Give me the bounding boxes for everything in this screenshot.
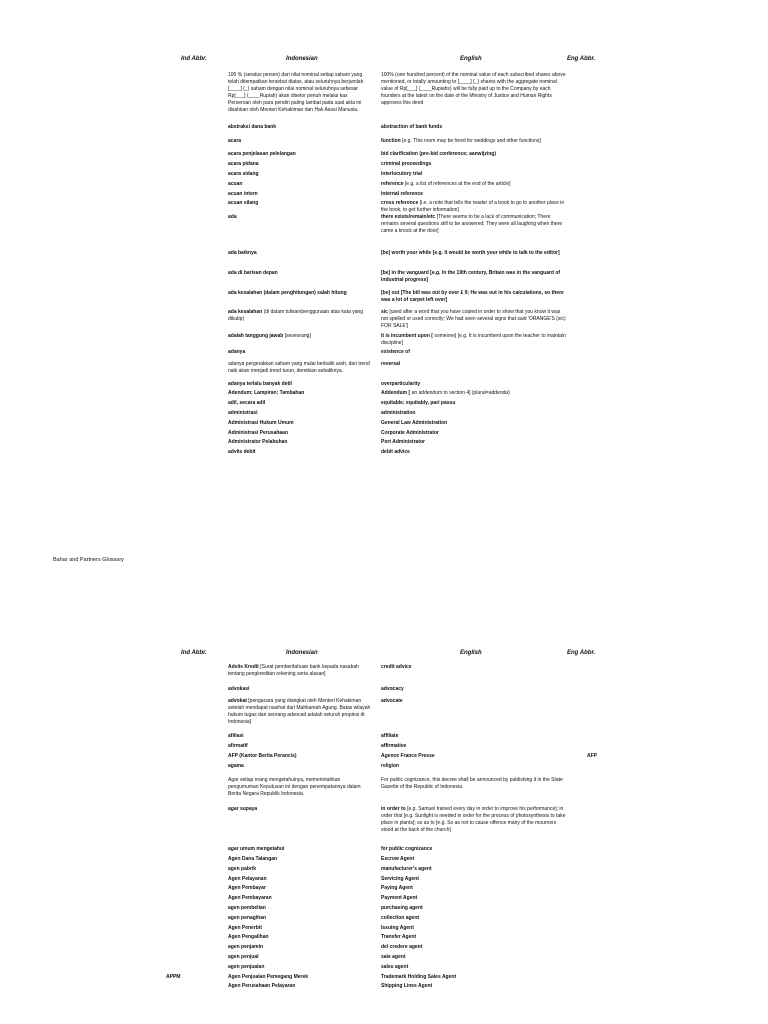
english-cell-term: affiliate bbox=[381, 733, 399, 740]
table-row bbox=[0, 191, 768, 199]
indonesian-cell-term: agen penjualan bbox=[228, 963, 265, 970]
english-cell bbox=[381, 333, 566, 347]
glossary-page-2 bbox=[0, 642, 768, 1024]
indonesian-cell bbox=[228, 974, 371, 981]
table-row bbox=[0, 161, 768, 169]
indonesian-cell-term: agen penagihan bbox=[228, 914, 267, 921]
english-cell bbox=[381, 806, 566, 834]
indonesian-cell bbox=[228, 733, 371, 740]
english-cell bbox=[381, 171, 566, 178]
english-cell-term: Trademark Holding Sales Agent bbox=[381, 973, 457, 980]
english-cell bbox=[381, 686, 566, 693]
english-cell bbox=[381, 410, 566, 417]
indonesian-cell bbox=[228, 915, 371, 922]
table-row bbox=[0, 400, 768, 408]
indonesian-cell-note: [Surat pemberitahuan bank kepada nasabah tentang pengkreditan rekening serta alasan] bbox=[228, 664, 359, 677]
indonesian-cell-term: Agen Pelayanan bbox=[228, 875, 267, 882]
english-cell-term: Issuing Agent bbox=[381, 924, 414, 931]
table-row bbox=[0, 290, 768, 308]
english-cell-term: advocacy bbox=[381, 685, 404, 692]
english-cell-term: interlocutory trial bbox=[381, 170, 423, 177]
indonesian-cell-term: administrasi bbox=[228, 409, 258, 416]
indonesian-cell bbox=[228, 333, 371, 340]
english-cell bbox=[381, 895, 566, 902]
indonesian-cell bbox=[228, 905, 371, 912]
english-cell bbox=[381, 390, 566, 397]
english-cell bbox=[381, 876, 566, 883]
eng-abbr-cell: AFP bbox=[587, 752, 597, 759]
english-cell bbox=[381, 777, 566, 791]
indonesian-cell bbox=[228, 954, 371, 961]
english-cell-note: [e.g. a list of references at the end of the article] bbox=[404, 180, 511, 187]
english-cell-note: For public cognizance, this decree shall be announced by publishing it in the State Gazette of the Republic of Indonesia. bbox=[381, 776, 563, 790]
english-cell-term: sic bbox=[381, 309, 388, 316]
indonesian-cell-note: Agar setiap orang mengetahuinya, memerintahkan pengumuman Keputusan ini dengan penempatannya dalam Berita Negara Republik Indonesia. bbox=[228, 776, 361, 797]
indonesian-cell bbox=[228, 410, 371, 417]
indonesian-cell-term: ada kesalahan bbox=[228, 309, 263, 316]
english-cell bbox=[381, 420, 566, 427]
english-cell bbox=[381, 430, 566, 437]
english-cell-term: affirmative bbox=[381, 743, 407, 750]
indonesian-cell-term: adalah tanggung jawab bbox=[228, 333, 284, 340]
footer-text: Bahar and Partners Glossary bbox=[53, 557, 124, 563]
table-row bbox=[0, 954, 768, 962]
english-cell-term: there exists/remain/etc bbox=[381, 214, 436, 221]
indonesian-cell bbox=[228, 885, 371, 892]
indonesian-cell bbox=[228, 124, 371, 131]
table-row bbox=[0, 915, 768, 923]
english-cell bbox=[381, 151, 566, 158]
english-cell-note: an addendum to section 4] (plural=addenda) bbox=[411, 390, 510, 397]
english-cell-term: reference bbox=[381, 180, 404, 187]
indonesian-cell bbox=[228, 151, 371, 158]
english-cell-term: Shipping Lines Agent bbox=[381, 983, 433, 990]
table-row bbox=[0, 686, 768, 696]
indonesian-cell bbox=[228, 934, 371, 941]
english-cell-note: [i.e. a note that tells the reader of a book to go to another place in the book, to get further information] bbox=[381, 200, 565, 214]
english-cell bbox=[381, 400, 566, 407]
table-row bbox=[0, 181, 768, 189]
table-row bbox=[0, 151, 768, 159]
indonesian-cell-term: acara bbox=[228, 137, 242, 144]
table-row bbox=[0, 944, 768, 952]
english-cell-term: sale agent bbox=[381, 953, 406, 960]
indonesian-cell-note: 100 % (seratus persen) dari nilai nominal setiap saham yang telah ditempatkan tersebut diatas, atau seluruhnya berjumlah [____] (_) saham dengan nilai nominal seluruhnya sebesar Rp[___] (____Rupiah) akan disetor penuh melalui kas Perseroan oleh para pendiri paling lambat pada saat akta ini disahkan oleh Menteri Kehakiman dan Hak Asasi Manusia. bbox=[228, 72, 364, 113]
english-cell-term: existence of bbox=[381, 348, 410, 355]
indonesian-cell-term: agen pabrik bbox=[228, 865, 257, 872]
english-cell-term: in order to bbox=[381, 806, 406, 813]
english-cell bbox=[381, 72, 566, 107]
english-cell-term: purchasing agent bbox=[381, 904, 423, 911]
english-cell-term: equitable; equitably, pari passu bbox=[381, 400, 456, 407]
indonesian-cell-term: adil, secara adil bbox=[228, 400, 266, 407]
indonesian-cell-term: AFP (Kantor Berita Perancis) bbox=[228, 752, 297, 759]
english-cell bbox=[381, 954, 566, 961]
table-row bbox=[0, 410, 768, 418]
table-row bbox=[0, 983, 768, 991]
indonesian-cell bbox=[228, 161, 371, 168]
indonesian-cell bbox=[228, 698, 371, 726]
english-cell-term: for public cognizance bbox=[381, 846, 433, 853]
indonesian-cell bbox=[228, 250, 371, 257]
table-row bbox=[0, 895, 768, 903]
english-cell bbox=[381, 698, 566, 705]
indonesian-cell bbox=[228, 181, 371, 188]
table-row bbox=[0, 763, 768, 775]
english-cell-term: it is incumbent upon [ bbox=[381, 333, 433, 340]
indonesian-cell-term: acuan intern bbox=[228, 190, 258, 197]
ind-abbr-cell: APPM bbox=[166, 973, 181, 980]
table-row bbox=[0, 876, 768, 884]
indonesian-cell-term: Agen Perusahaan Pelayaran bbox=[228, 983, 296, 990]
indonesian-cell-note: [seseorang] bbox=[284, 333, 311, 340]
indonesian-cell-term: afiliasi bbox=[228, 733, 244, 740]
english-cell-term: Transfer Agent bbox=[381, 934, 417, 941]
indonesian-cell bbox=[228, 743, 371, 750]
english-cell bbox=[381, 214, 566, 235]
indonesian-cell-term: Agen Pembayaran bbox=[228, 895, 272, 902]
english-cell-note: [e.g. This room may be hired for weddings and other functions] bbox=[402, 137, 541, 144]
table-row bbox=[0, 420, 768, 428]
english-cell-term: Port Administrator bbox=[381, 439, 425, 446]
table-row bbox=[0, 349, 768, 359]
english-cell bbox=[381, 349, 566, 356]
english-cell-note: [used after a word that you have copied in order to show that you know it was not spelled or used correctly; We had seen several signs that said 'ORANGE'S (sic) FOR SALE'] bbox=[381, 309, 566, 330]
indonesian-cell bbox=[228, 983, 371, 990]
table-row bbox=[0, 214, 768, 248]
indonesian-cell bbox=[228, 171, 371, 178]
indonesian-cell bbox=[228, 806, 371, 813]
header-ind-abbr: Ind Abbr. bbox=[181, 650, 207, 656]
indonesian-cell-term: ada di barisan depan bbox=[228, 269, 278, 276]
english-cell-term: internal reference bbox=[381, 190, 423, 197]
indonesian-cell bbox=[228, 753, 371, 760]
header-english: English bbox=[460, 56, 482, 62]
indonesian-cell bbox=[228, 214, 371, 221]
english-cell-term: collection agent bbox=[381, 914, 420, 921]
english-cell-term: Addendum [ bbox=[381, 390, 411, 397]
indonesian-cell bbox=[228, 895, 371, 902]
english-cell bbox=[381, 964, 566, 971]
english-cell bbox=[381, 885, 566, 892]
english-cell bbox=[381, 866, 566, 873]
english-cell bbox=[381, 664, 566, 671]
english-cell-term: Escrow Agent bbox=[381, 855, 415, 862]
table-row bbox=[0, 905, 768, 913]
table-row bbox=[0, 885, 768, 893]
english-cell bbox=[381, 905, 566, 912]
table-row bbox=[0, 270, 768, 288]
table-row bbox=[0, 72, 768, 122]
indonesian-cell-term: ada bbox=[228, 214, 237, 221]
english-cell-note: [There seems to be a lack of communication; There remains several questions still to be answered; They were all laughing when there came a knock at the door] bbox=[381, 214, 563, 235]
header-eng-abbr: Eng Abbr. bbox=[567, 56, 596, 62]
english-cell-term: credit advice bbox=[381, 664, 412, 670]
indonesian-cell-term: Administrator Pelabuhan bbox=[228, 439, 288, 446]
indonesian-cell-term: agen penjamin bbox=[228, 944, 264, 951]
header-ind-abbr: Ind Abbr. bbox=[181, 56, 207, 62]
english-cell-term: [be] in the vanguard [e.g. In the 19th century, Britain was in the vanguard of industrial progress] bbox=[381, 269, 561, 283]
indonesian-cell-term: acara sidang bbox=[228, 170, 259, 177]
english-cell bbox=[381, 200, 566, 214]
table-row bbox=[0, 250, 768, 268]
english-cell bbox=[381, 753, 566, 760]
english-cell-note: [e.g. Samuel trained every day in order to improve his performance]; in order that [e.g. Sunlight is needed in order for the process of photosynthesis to take place in plants]; so as to [e.g. So as not to cause offence many of the mourners stood at the back of the church] bbox=[381, 806, 566, 834]
table-row bbox=[0, 806, 768, 844]
english-cell-term: criminal proceedings bbox=[381, 161, 432, 168]
table-row bbox=[0, 777, 768, 805]
table-row bbox=[0, 333, 768, 347]
english-cell-term: General Law Administration bbox=[381, 419, 448, 426]
indonesian-cell-term: afirmatif bbox=[228, 743, 248, 750]
indonesian-cell-term: agar umum mengetahui bbox=[228, 846, 285, 853]
indonesian-cell-term: ada baiknya bbox=[228, 249, 257, 256]
indonesian-cell bbox=[228, 925, 371, 932]
indonesian-cell bbox=[228, 381, 371, 388]
english-cell-note: someone] [e.g. It is incumbent upon the teacher to maintain discipline] bbox=[381, 333, 566, 347]
table-row bbox=[0, 449, 768, 457]
indonesian-cell bbox=[228, 686, 371, 693]
table-row bbox=[0, 439, 768, 447]
indonesian-cell-term: Agen Pengalihan bbox=[228, 934, 269, 941]
english-cell-term: Payment Agent bbox=[381, 895, 418, 902]
indonesian-cell bbox=[228, 191, 371, 198]
table-row bbox=[0, 390, 768, 398]
english-cell bbox=[381, 361, 566, 368]
english-cell bbox=[381, 138, 566, 145]
indonesian-cell-note: [pengacara yang diangkat oleh Menteri Kehakiman setelah mendapat nasihat dari Mahkamah Agung. Batas wilayah hukum tugas dari seorang advocad adalah seluruh propinsi di Indonesia] bbox=[228, 697, 371, 725]
table-row bbox=[0, 138, 768, 150]
indonesian-cell bbox=[228, 777, 371, 798]
indonesian-cell-term: agen pembelian bbox=[228, 904, 266, 911]
english-cell-term: sales agent bbox=[381, 963, 409, 970]
english-cell bbox=[381, 763, 566, 770]
indonesian-cell-term: Administrasi Hukum Umum bbox=[228, 419, 294, 426]
indonesian-cell-term: acara penjelasan pelelangan bbox=[228, 151, 296, 158]
indonesian-cell bbox=[228, 400, 371, 407]
indonesian-cell bbox=[228, 846, 371, 853]
english-cell-term: overparticularity bbox=[381, 380, 421, 387]
english-cell-term: del credere agent bbox=[381, 944, 423, 951]
indonesian-cell bbox=[228, 866, 371, 873]
table-row bbox=[0, 856, 768, 864]
english-cell bbox=[381, 915, 566, 922]
indonesian-cell bbox=[228, 664, 371, 678]
english-cell bbox=[381, 250, 566, 257]
indonesian-cell bbox=[228, 856, 371, 863]
indonesian-cell-term: abstraksi dana bank bbox=[228, 123, 277, 130]
table-row bbox=[0, 698, 768, 732]
indonesian-cell-term: Agen Penjualan Pemegang Merek bbox=[228, 973, 309, 980]
table-row bbox=[0, 964, 768, 972]
indonesian-cell bbox=[228, 138, 371, 145]
indonesian-cell bbox=[228, 449, 371, 456]
english-cell bbox=[381, 856, 566, 863]
indonesian-cell-term: Adviis Kredit bbox=[228, 664, 259, 670]
english-cell bbox=[381, 925, 566, 932]
english-cell-term: cross reference bbox=[381, 200, 419, 207]
indonesian-cell-term: ada kesalahan (dalam penghitungan) salah hitung bbox=[228, 289, 347, 296]
header-indonesian: Indonesian bbox=[286, 650, 318, 656]
english-cell-term: Servicing Agent bbox=[381, 875, 419, 882]
english-cell-note: 100% (one hundred percent) of the nominal value of each subscribed shares above mentioned, or totally amounting to [____] (_) shares with the aggregate nominal value of Rp[___] (____Rupiahs) will be fully paid up to the Company by each founders at the latest on the date of the Ministry of Justice and Human Rights approves this deed bbox=[381, 72, 566, 106]
table-row bbox=[0, 866, 768, 874]
indonesian-cell bbox=[228, 420, 371, 427]
table-row bbox=[0, 200, 768, 212]
indonesian-cell bbox=[228, 200, 371, 207]
table-row bbox=[0, 925, 768, 933]
indonesian-cell-term: Agen Pembayar bbox=[228, 885, 266, 892]
indonesian-cell-note: (di dalam tulisan/penggunaan atas kata yang dikutip) bbox=[228, 309, 364, 323]
english-cell-term: reversal bbox=[381, 360, 401, 367]
table-row bbox=[0, 381, 768, 389]
indonesian-cell bbox=[228, 430, 371, 437]
glossary-table-1 bbox=[0, 72, 768, 459]
indonesian-cell-term: advokasi bbox=[228, 685, 250, 692]
english-cell-term: abstraction of bank funds bbox=[381, 123, 443, 130]
table-row bbox=[0, 753, 768, 761]
english-cell-term: manufacturer's agent bbox=[381, 865, 432, 872]
indonesian-cell bbox=[228, 876, 371, 883]
header-eng-abbr: Eng Abbr. bbox=[567, 650, 596, 656]
table-row bbox=[0, 361, 768, 379]
indonesian-cell-term: Adendum; Lampiran; Tambahan bbox=[228, 390, 305, 397]
english-cell bbox=[381, 270, 566, 284]
english-cell-term: Paying Agent bbox=[381, 885, 413, 892]
indonesian-cell-term: agama bbox=[228, 762, 244, 769]
english-cell bbox=[381, 124, 566, 131]
indonesian-cell bbox=[228, 349, 371, 356]
indonesian-cell-term: adviis debit bbox=[228, 449, 256, 456]
indonesian-cell bbox=[228, 72, 371, 114]
indonesian-cell bbox=[228, 309, 371, 323]
english-cell-term: religion bbox=[381, 762, 400, 769]
english-cell bbox=[381, 934, 566, 941]
english-cell bbox=[381, 974, 566, 981]
english-cell-term: bid clarification (pre-bid conference; aanwijzing) bbox=[381, 151, 497, 158]
table-row bbox=[0, 733, 768, 741]
indonesian-cell bbox=[228, 944, 371, 951]
indonesian-cell-term: Agen Penerbit bbox=[228, 924, 262, 931]
indonesian-cell-term: acuan silang bbox=[228, 200, 259, 207]
indonesian-cell bbox=[228, 439, 371, 446]
indonesian-cell-term: agen penjual bbox=[228, 953, 259, 960]
english-cell bbox=[381, 944, 566, 951]
english-cell bbox=[381, 309, 566, 330]
table-row bbox=[0, 743, 768, 751]
english-cell-term: advocate bbox=[381, 697, 403, 704]
indonesian-cell-term: Agen Dana Talangan bbox=[228, 855, 278, 862]
table-row bbox=[0, 974, 768, 982]
table-row bbox=[0, 664, 768, 684]
english-cell bbox=[381, 381, 566, 388]
indonesian-cell-note: adanya pergerakkan saham yang mulai berbalik arah, dari trend naik akan menjadi trend turun, demikian sebaliknya. bbox=[228, 360, 370, 374]
english-cell bbox=[381, 181, 566, 188]
indonesian-cell-term: adanya terlalu banyak detil bbox=[228, 380, 292, 387]
english-cell bbox=[381, 846, 566, 853]
indonesian-cell bbox=[228, 290, 371, 297]
english-cell-term: [be] worth your while [e.g. It would be worth your while to talk to the editor] bbox=[381, 249, 560, 256]
english-cell bbox=[381, 733, 566, 740]
english-cell bbox=[381, 290, 566, 304]
table-row bbox=[0, 846, 768, 854]
header-english: English bbox=[460, 650, 482, 656]
glossary-table-2 bbox=[0, 664, 768, 993]
english-cell bbox=[381, 161, 566, 168]
table-row bbox=[0, 171, 768, 179]
table-row bbox=[0, 124, 768, 136]
indonesian-cell bbox=[228, 763, 371, 770]
indonesian-cell-term: agar supaya bbox=[228, 806, 258, 813]
indonesian-cell-term: acuan bbox=[228, 180, 243, 187]
table-row bbox=[0, 309, 768, 331]
english-cell bbox=[381, 439, 566, 446]
table-row bbox=[0, 430, 768, 438]
table-row bbox=[0, 934, 768, 942]
indonesian-cell-term: acara pidana bbox=[228, 161, 259, 168]
english-cell bbox=[381, 449, 566, 456]
english-cell bbox=[381, 191, 566, 198]
english-cell bbox=[381, 743, 566, 750]
english-cell-term: [be] out [The bill was out by over £ 9; He was out in his calculations, so there was a lot of carpet left over] bbox=[381, 289, 564, 303]
indonesian-cell-term: adanya bbox=[228, 348, 246, 355]
indonesian-cell bbox=[228, 361, 371, 375]
indonesian-cell bbox=[228, 390, 371, 397]
indonesian-cell bbox=[228, 964, 371, 971]
english-cell-term: administration bbox=[381, 409, 416, 416]
english-cell-term: debit advice bbox=[381, 449, 410, 456]
indonesian-cell-term: Administrasi Perusahaan bbox=[228, 429, 289, 436]
english-cell-term: Agence France Presse bbox=[381, 752, 435, 759]
english-cell bbox=[381, 983, 566, 990]
header-indonesian: Indonesian bbox=[286, 56, 318, 62]
indonesian-cell-term: advokat bbox=[228, 697, 247, 704]
indonesian-cell bbox=[228, 270, 371, 277]
english-cell-term: Corporate Administrator bbox=[381, 429, 439, 436]
english-cell-term: function bbox=[381, 137, 401, 144]
